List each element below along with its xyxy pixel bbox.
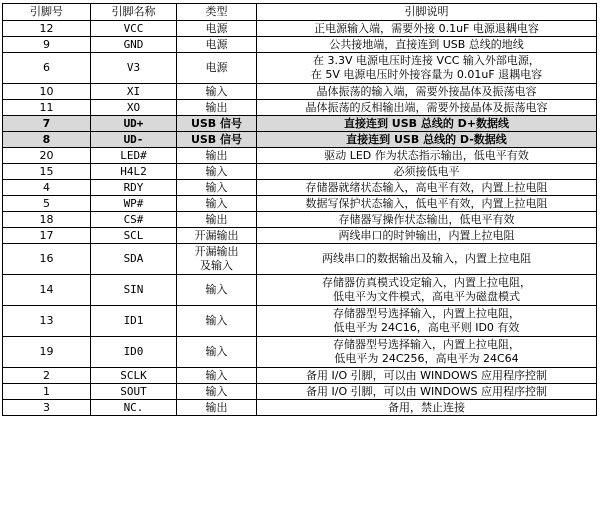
description-line: 直接连到 USB 总线的 D-数据线 [346,132,507,146]
pin-name: SDA [91,244,177,275]
pin-number: 11 [3,100,91,116]
pin-table [2,3,597,416]
pin-type: 电源 [177,21,257,37]
table-row [3,400,597,416]
pin-type-line: 开漏输出 [194,245,239,258]
pin-type: USB 信号 [177,132,257,148]
description-line: 存储器型号选择输入，内置上拉电阻， [333,307,520,320]
pin-number: 20 [3,148,91,164]
pin-type: 输入 [177,164,257,180]
header-pin-name: 引脚名称 [91,4,177,21]
table-row [3,164,597,180]
pin-description [257,306,597,337]
pin-description [257,212,597,228]
pin-name: LED# [91,148,177,164]
pin-number: 16 [3,244,91,275]
pin-name: SOUT [91,384,177,400]
description-line: 晶体振荡的反相输出端，需要外接晶体及振荡电容 [305,100,548,114]
description-line: 必须接低电平 [393,164,460,178]
table-row [3,275,597,306]
table-row [3,306,597,337]
pin-number: 6 [3,53,91,84]
table-row [3,84,597,100]
pin-number: 9 [3,37,91,53]
pin-description [257,100,597,116]
pin-type: 输出 [177,148,257,164]
pin-type [177,244,257,275]
pin-number: 5 [3,196,91,212]
table-row [3,384,597,400]
pin-type: 输入 [177,180,257,196]
pin-type: 输入 [177,337,257,368]
pin-description [257,244,597,275]
pin-name: V3 [91,53,177,84]
description-line: 低电平为 24C16，高电平则 ID0 有效 [333,321,520,334]
pin-number: 8 [3,132,91,148]
header-pin-number: 引脚号 [3,4,91,21]
description-line: 在 5V 电源电压时外接容量为 0.01uF 退耦电容 [310,68,543,81]
description-line: 正电源输入端，需要外接 0.1uF 电源退耦电容 [314,21,539,35]
table-row [3,244,597,275]
pin-number: 14 [3,275,91,306]
pin-type: 输出 [177,100,257,116]
pin-description [257,384,597,400]
pin-type: 输入 [177,306,257,337]
pin-description [257,53,597,84]
description-line: 驱动 LED 作为状态指示输出，低电平有效 [324,148,529,162]
pin-name: XI [91,84,177,100]
description-line: 低电平为 24C256，高电平为 24C64 [334,352,519,365]
pin-number: 1 [3,384,91,400]
pin-name: SCLK [91,368,177,384]
pin-name: ID0 [91,337,177,368]
pin-type-line: 及输入 [200,259,233,272]
description-line: 两线串口的数据输出及输入，内置上拉电阻 [322,252,531,265]
pin-type: 输入 [177,84,257,100]
pin-description [257,132,597,148]
pin-number: 10 [3,84,91,100]
description-line: 晶体振荡的输入端，需要外接晶体及振荡电容 [316,84,537,98]
pin-name: UD- [91,132,177,148]
table-row [3,180,597,196]
pin-type: 输出 [177,400,257,416]
pin-description [257,228,597,244]
pin-number: 3 [3,400,91,416]
pin-description [257,180,597,196]
table-row [3,53,597,84]
table-row [3,196,597,212]
pin-number: 7 [3,116,91,132]
pin-name: GND [91,37,177,53]
pin-number: 18 [3,212,91,228]
pin-number: 2 [3,368,91,384]
table-row [3,100,597,116]
pin-type: 输入 [177,384,257,400]
pin-number: 15 [3,164,91,180]
description-line: 备用 I/O 引脚，可以由 WINDOWS 应用程序控制 [306,368,547,382]
description-line: 公共接地端，直接连到 USB 总线的地线 [329,37,524,51]
description-line: 备用 I/O 引脚，可以由 WINDOWS 应用程序控制 [306,384,547,398]
table-row [3,21,597,37]
description-line: 存储器型号选择输入，内置上拉电阻， [333,338,520,351]
pin-type: 输出 [177,212,257,228]
pin-type: 输入 [177,275,257,306]
description-line: 存储器就绪状态输入，高电平有效，内置上拉电阻 [305,180,548,194]
pin-description [257,400,597,416]
pin-name: WP# [91,196,177,212]
pin-description [257,116,597,132]
pin-name: SCL [91,228,177,244]
pin-type: 输入 [177,196,257,212]
table-row [3,148,597,164]
pin-number: 12 [3,21,91,37]
header-type: 类型 [177,4,257,21]
pin-description [257,84,597,100]
table-row [3,228,597,244]
description-line: 存储器仿真模式设定输入，内置上拉电阻， [322,276,531,289]
pin-description [257,368,597,384]
pin-number: 13 [3,306,91,337]
pin-name: H4L2 [91,164,177,180]
pin-name: NC. [91,400,177,416]
pin-description [257,37,597,53]
description-line: 存储器写操作状态输出，低电平有效 [338,212,515,226]
header-row [3,4,597,21]
table-row [3,337,597,368]
table-row [3,132,597,148]
pin-name: ID1 [91,306,177,337]
description-line: 数据写保护状态输入，低电平有效，内置上拉电阻 [305,196,548,210]
description-line: 备用，禁止连接 [388,400,465,414]
pin-type: USB 信号 [177,116,257,132]
pin-description [257,148,597,164]
table-row [3,37,597,53]
pin-type: 电源 [177,53,257,84]
header-description: 引脚说明 [257,4,597,21]
pin-name: CS# [91,212,177,228]
pin-description [257,21,597,37]
pin-description [257,337,597,368]
pin-name: SIN [91,275,177,306]
pin-name: VCC [91,21,177,37]
pin-number: 17 [3,228,91,244]
description-line: 在 3.3V 电源电压时连接 VCC 输入外部电源， [313,54,540,67]
pin-type: 输入 [177,368,257,384]
pin-name: RDY [91,180,177,196]
pin-number: 4 [3,180,91,196]
table-row [3,116,597,132]
description-line: 低电平为文件模式，高电平为磁盘模式 [333,290,520,303]
pin-type: 电源 [177,37,257,53]
pin-number: 19 [3,337,91,368]
pin-type: 开漏输出 [177,228,257,244]
description-line: 两线串口的时钟输出，内置上拉电阻 [338,228,515,242]
pin-description [257,196,597,212]
pin-description [257,164,597,180]
description-line: 直接连到 USB 总线的 D+数据线 [343,116,510,130]
table-row [3,368,597,384]
table-row [3,212,597,228]
pin-name: XO [91,100,177,116]
pin-name: UD+ [91,116,177,132]
pin-description [257,275,597,306]
